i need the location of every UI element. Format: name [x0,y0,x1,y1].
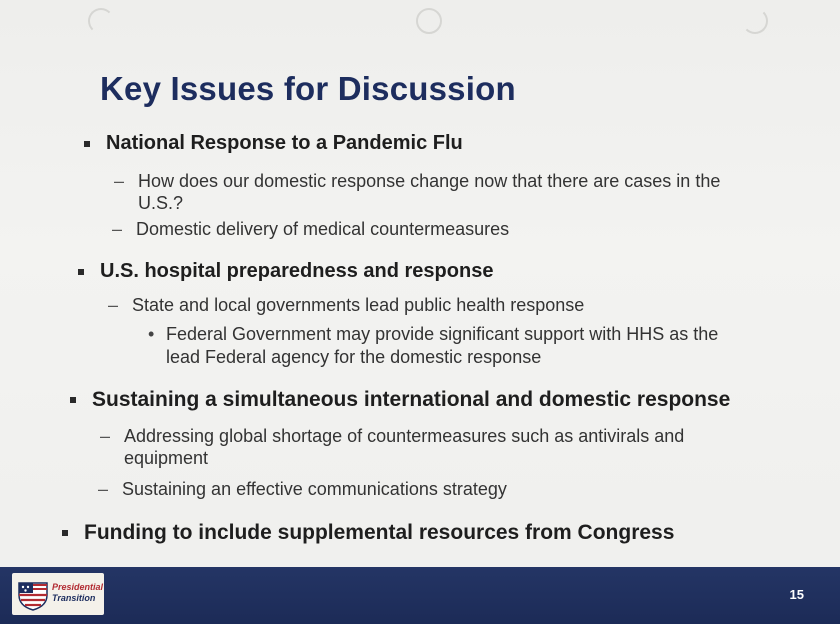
dash-bullet-icon: – [112,219,123,239]
section-heading-text: Funding to include supplemental resources from Congress [84,521,675,544]
dash-bullet-icon: – [114,171,125,191]
list-item-line: State and local governments lead public health response [132,295,585,315]
footer-bar [0,567,840,624]
list-item [98,478,802,500]
page-number: 15 [789,587,804,602]
square-bullet-icon [84,141,90,147]
list-item-line: Addressing global shortage of countermeasures such as antivirals and [124,426,685,446]
binder-hole-center [416,8,442,34]
section-heading-text: U.S. hospital preparedness and response [100,260,494,282]
list-item-line: How does our domestic response change now that there are cases in the [138,171,721,191]
dash-bullet-icon: – [108,295,119,315]
list-item-line: equipment [124,448,209,468]
sub-list-item-line: Federal Government may provide significant support with HHS as the [166,324,719,344]
square-bullet-icon [62,530,68,536]
list-item-line: Sustaining an effective communications strategy [122,479,507,499]
binder-hole-left [88,8,114,34]
sub-list-item [148,323,806,369]
list-item-line: Domestic delivery of medical countermeasures [136,219,510,239]
list-item [112,218,796,240]
list-item [114,170,798,214]
slide-title: Key Issues for Discussion [100,70,516,107]
section-heading-text: National Response to a Pandemic Flu [106,132,463,154]
section-heading-pandemic-flu [106,132,463,155]
section-heading-funding [84,521,674,545]
sub-list-item-line: lead Federal agency for the domestic response [166,347,542,367]
flag-shield-icon [16,577,50,611]
logo-text-line2: Transition [52,593,96,603]
section-heading-text: Sustaining a simultaneous international and domestic response [92,388,731,411]
binder-hole-right [742,8,768,34]
logo-text-line1: Presidential [52,582,104,592]
dot-bullet-icon: • [148,324,155,344]
square-bullet-icon [70,397,76,403]
section-heading-international-response [92,388,730,412]
dash-bullet-icon: – [98,479,109,499]
dash-bullet-icon: – [100,426,111,446]
list-item-line: U.S.? [138,193,184,213]
list-item [108,294,792,316]
presidential-transition-logo [12,573,104,615]
square-bullet-icon [78,269,84,275]
section-heading-hospital-preparedness [100,260,493,283]
list-item [100,425,804,469]
